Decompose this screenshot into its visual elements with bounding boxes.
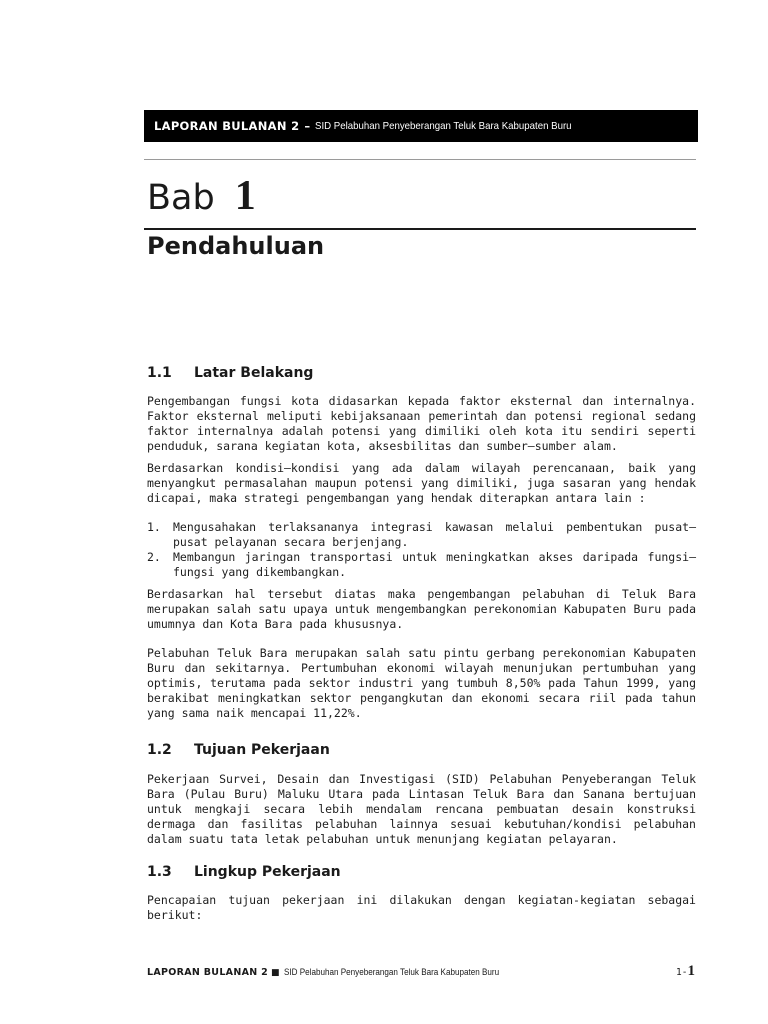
header-report-label: LAPORAN BULANAN 2 [154, 119, 300, 133]
list-item [147, 550, 696, 580]
chapter-number: 1 [234, 173, 256, 219]
footer-report-label: LAPORAN BULANAN 2 [147, 967, 269, 978]
section-heading-1-1 [147, 365, 313, 381]
paragraph: Pengembangan fungsi kota didasarkan kepada faktor eksternal dan internalnya. Faktor eksternal meliputi kebijaksanaan pemerintah dan potensi regional sedang faktor internalnya adalah potensi yang dimiliki oleh kota itu sendiri seperti penduduk, sarana kegiatan kota, aksesbilitas dan sumber–sumber alam. [147, 394, 696, 453]
section-title: Latar Belakang [194, 365, 314, 381]
paragraph: Berdasarkan hal tersebut diatas maka pengembangan pelabuhan di Teluk Bara merupakan salah satu upaya untuk mengembangkan perekonomian Kabupaten Buru pada umumnya dan Kota Bara pada khususnya. [147, 587, 696, 631]
paragraph: Berdasarkan kondisi–kondisi yang ada dalam wilayah perencanaan, baik yang menyangkut permasalahan maupun potensi yang dimiliki, juga sasaran yang hendak dicapai, maka strategi pengembangan yang hendak diterapkan antara lain : [147, 461, 696, 505]
header-divider [144, 159, 696, 160]
section-number: 1.1 [147, 365, 172, 381]
list-item [147, 520, 696, 550]
paragraph: Pelabuhan Teluk Bara merupakan salah satu pintu gerbang perekonomian Kabupaten Buru dan sekitarnya. Pertumbuhan ekonomi wilayah menunjukan pertumbuhan yang optimis, terutama pada sektor industri yang tumbuh 8,50% pada Tahun 1999, yang berakibat meningkatkan sektor pengangkutan dan ekonomi secara riil pada tahun yang sama naik mencapai 11,22%. [147, 646, 696, 720]
paragraph: Pekerjaan Survei, Desain dan Investigasi (SID) Pelabuhan Penyeberangan Teluk Bara (Pulau Buru) Maluku Utara pada Lintasan Teluk Bara dan Sanana bertujuan untuk mengkaji secara lebih mendalam rencana pembuatan desain konstruksi dermaga dan fasilitas pelabuhan lainnya sesuai kebutuhan/kondisi pelabuhan dalam suatu tata letak pelabuhan untuk menunjang kegiatan pelayaran. [147, 772, 696, 846]
page-number [676, 963, 695, 980]
section-heading-1-3 [147, 864, 341, 880]
section-title: Lingkup Pekerjaan [194, 864, 341, 880]
list-item-text: Mengusahakan terlaksananya integrasi kawasan melalui pembentukan pusat–pusat pelayanan secara berjenjang. [173, 520, 696, 549]
list-item-text: Membangun jaringan transportasi untuk meningkatkan akses daripada fungsi–fungsi yang dikembangkan. [173, 550, 696, 579]
header-dash: – [304, 119, 311, 133]
chapter-divider [144, 228, 696, 230]
section-heading-1-2 [147, 742, 330, 758]
section-number: 1.2 [147, 742, 172, 758]
section-number: 1.3 [147, 864, 172, 880]
list-item-number: 2. [147, 550, 161, 564]
chapter-word: Bab [147, 178, 215, 218]
report-header-bar [144, 110, 698, 142]
footer-project-name: SID Pelabuhan Penyeberangan Teluk Bara Kabupaten Buru [283, 967, 499, 977]
page-number-value: 1 [687, 963, 695, 979]
section-title: Tujuan Pekerjaan [194, 742, 330, 758]
chapter-title: Pendahuluan [147, 232, 325, 260]
chapter-heading [147, 172, 256, 224]
footer-separator: ■ [271, 968, 280, 978]
paragraph: Pencapaian tujuan pekerjaan ini dilakukan dengan kegiatan-kegiatan sebagai berikut: [147, 893, 696, 922]
strategy-list [147, 520, 696, 580]
header-project-name: SID Pelabuhan Penyeberangan Teluk Bara Kabupaten Buru [315, 120, 572, 132]
page-number-prefix: 1- [676, 967, 688, 978]
page-footer [147, 963, 695, 983]
list-item-number: 1. [147, 520, 161, 534]
